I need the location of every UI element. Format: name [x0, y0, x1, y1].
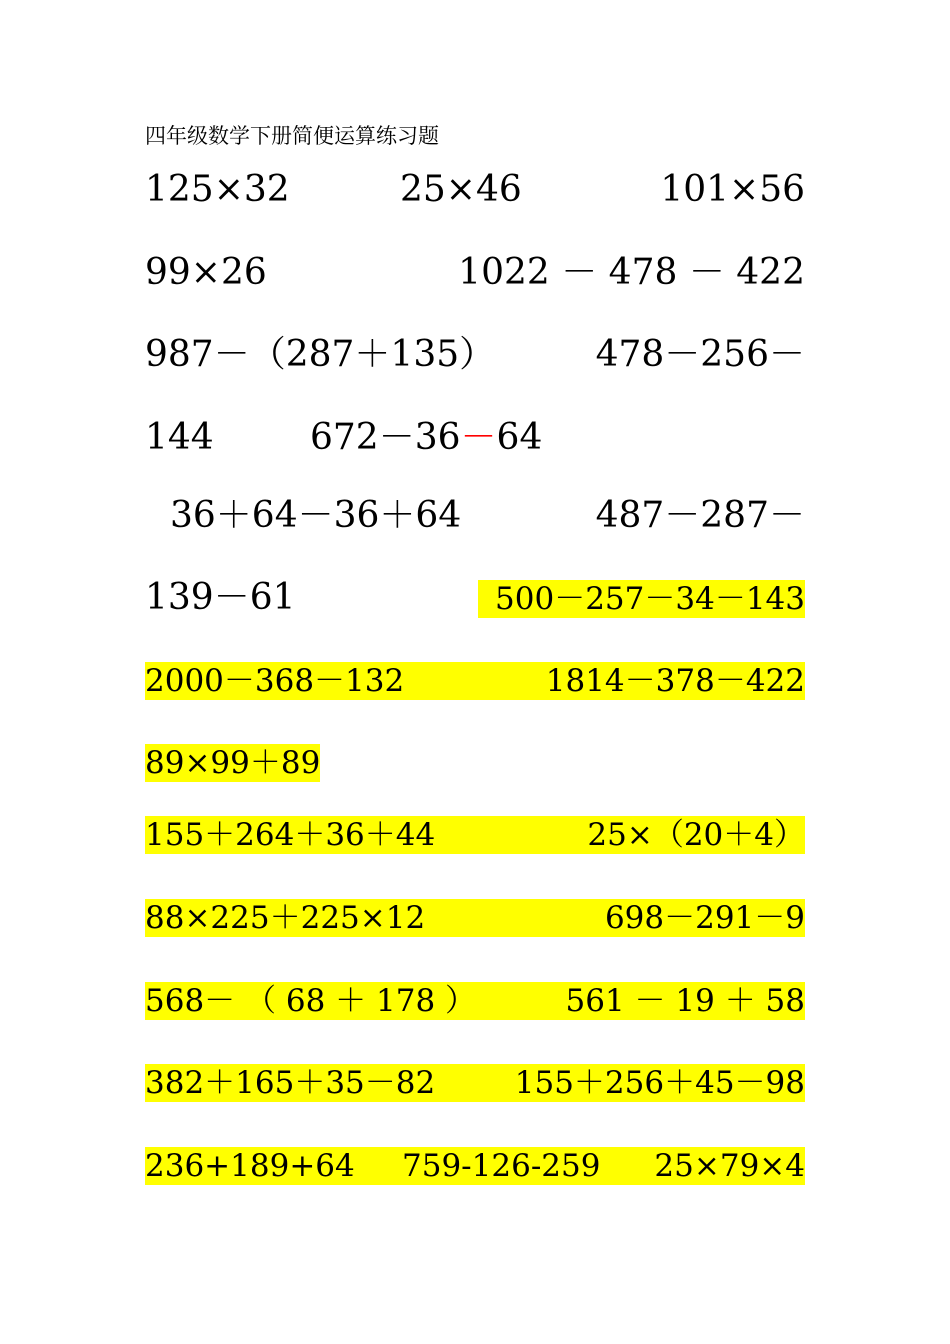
problem-11: 500－257－34－143 — [495, 581, 805, 617]
problem-8-part: 672－36 — [310, 417, 461, 458]
problem-8 — [310, 417, 543, 458]
problem-10-start: 487－287－ — [595, 495, 805, 536]
problem-20: 561 － 19 ＋ 58 — [565, 983, 805, 1019]
problem-19: 568－ （ 68 ＋ 178 ） — [145, 983, 477, 1019]
problem-3: 101×56 — [660, 169, 805, 210]
problem-12: 2000－368－132 — [145, 663, 405, 699]
problem-18: 698－291－9 — [604, 900, 805, 936]
problem-2: 25×46 — [400, 169, 522, 210]
problem-13: 1814－378－422 — [545, 663, 805, 699]
problem-23: 236+189+64 — [145, 1148, 355, 1184]
problem-7-end: 144 — [145, 417, 214, 458]
problem-9: 36＋64－36＋64 — [170, 495, 462, 536]
problem-5: 1022 － 478 － 422 — [458, 252, 805, 293]
problem-24: 759-126-259 — [402, 1148, 601, 1184]
problem-6: 987－（287＋135） — [145, 334, 496, 375]
problem-7-start: 478－256－ — [595, 334, 805, 375]
red-minus-sign: － — [460, 417, 497, 458]
problem-15: 155＋264＋36＋44 — [145, 817, 436, 853]
problem-16: 25×（20＋4） — [587, 817, 805, 853]
problem-1: 125×32 — [145, 169, 290, 210]
problem-22: 155＋256＋45－98 — [514, 1065, 805, 1101]
worksheet-title: 四年级数学下册简便运算练习题 — [145, 124, 439, 148]
problem-10-end: 139－61 — [145, 577, 296, 618]
problem-21: 382＋165＋35－82 — [145, 1065, 436, 1101]
problem-8-end: 64 — [496, 417, 543, 458]
problem-4: 99×26 — [145, 252, 267, 293]
problem-14: 89×99＋89 — [145, 745, 321, 781]
problem-25: 25×79×4 — [654, 1148, 805, 1184]
problem-17: 88×225＋225×12 — [145, 900, 426, 936]
